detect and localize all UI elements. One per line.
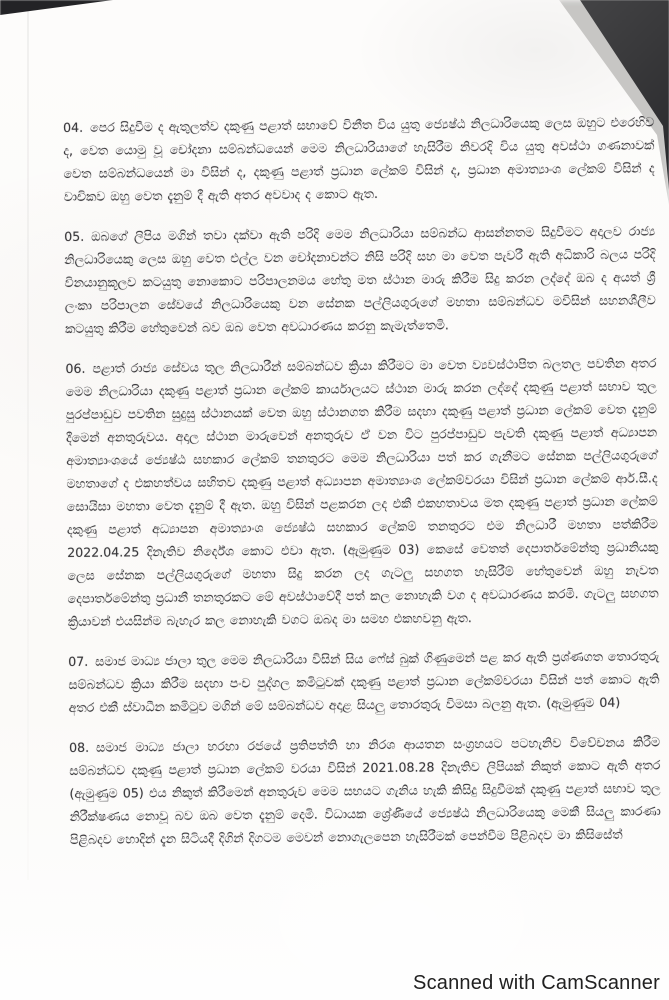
paragraph-08: [69, 730, 661, 851]
paragraph-number: 04.: [63, 119, 84, 135]
paragraph-text: සමාජ මාධ්‍ය ජාලා තුල මෙම නිලධාරියා විසින් සිය ෆේස් බුක් ගිණුමෙන් පළ කර ඇති ප්‍රශ්ණගත තොරතුරු සම්බන්ධව ක්‍රියා කිරීම සදහා පංච පුද්ගල කමිටුවක් දකුණු පළාත් ප්‍රධාන ලේකම්වරයා විසින් පත් කොට ඇති අතර එකී ස්වාධීන කමිටුව මගින් මේ සම්බන්ධව අදාළ සියලු තොරතුරු විමසා බලනු ඇත. (ඇමුණුම 04): [68, 648, 660, 715]
paragraph-text: පළාත් රාජ්‍ය සේවය තුල නිලධාරීන් සම්බන්ධව ක්‍රියා කිරීමට මා වෙත ව්‍යවස්ථාපිත බලතල පවතින අතර මෙම නිලධාරියා දකුණු පළාත් ප්‍රධාන ලේකම් කාර්යාලයට ස්ථාන මාරු කරන ලද්දේ දකුණු පළාත් සභාව තුල පුරප්පාඩුව පවතින සුදුසු ස්ථානයක් වෙත ඔහු ස්ථානගත කිරීම සදහා දකුණු පළාත් ප්‍රධාන ලේකම් වෙත දැනුම් දීමෙන් අනතුරුවය. අදාල ස්ථාන මාරුවෙන් අනතුරුව ඒ වන විට පුරප්පාඩුව පැවති දකුණු පළාත් අධ්‍යාපන අමාත්‍යාංශයේ ජ්‍යෙෂ්ඨ සහකාර ලේකම් තනතුරට මෙම නිලධාරියා පත් කර ගැනීමට සේනක පල්ලියගුරුගේ මහතාගේ ද එකහත්වය සහිතව දකුණු පළාත් අධ්‍යාපන අමාත්‍යාංශ ලේකම්වරයා විසින් ප්‍රධාන ලේකම් ආර්.සී.ද සොයිසා මහතා වෙත දැනුම් දී ඇත. ඔහු විසින් පළකරන ලද එකී එකහතාවය මත දකුණු පළාත් ප්‍රධාන ලේකම් දකුණු පළාත් අධ්‍යාපන අමාත්‍යාංශ ජ්‍යෙෂ්ඨ සහකාර ලේකම් තනතුරට එම නිලධාරී මහතා පත්කිරීම 2022.04.25 දිනැතිව නිර්දේශ කොට එවා ඇත. (ඇමුණුම 03) කෙසේ වෙතත් දෙපාර්තමේන්තු ප්‍රධානියකු ලෙස සේනක පල්ලියගුරුගේ මහතා සිදු කරන ලද ගැටලු සහගත හැසිරීම් හේතුවෙන් ඔහු නැවත දෙපාර්තමේන්තු ප්‍රධානී තනතුරකට මේ අවස්ථාවේදී පත් කල නොහැකි වග ද අවධාරණය කරමි. ගැටලු සහගත ක්‍රියාවන් එයසින්ම බැහැර කල නොහැකි වගට ඔබද මා සමහ එකහවනු ඇත.: [65, 355, 659, 629]
scan-background-sliver-top-left: [0, 0, 122, 20]
paragraph-07: [68, 644, 660, 719]
paragraph-06: [65, 351, 659, 633]
letter-body: [63, 110, 661, 868]
paragraph-number: 07.: [68, 653, 89, 669]
paragraph-number: 05.: [64, 228, 85, 244]
paragraph-text: පෙර සිදුවීම ද ඇතුලත්ව දකුණු පළාත් සභාවේ විනීත විය යුතු ජ්‍යෙෂ්ඨ නිලධාරියෙකු ලෙස ඔහුට එරෙහිව ද, වෙත යොමු වූ චෝදනා සම්බන්ධයෙන් මෙම නිලධාරියාගේ හැසිරීම නිවරදි විය යුතු අවස්ථා ගණනාවක් වෙත සම්බන්ධයෙන් මා විසින් ද, දකුණු පළාත් ප්‍රධාන ලේකම් විසින් ද, ප්‍රධාන අමාත්‍යාංශ ලේකම් විසින් ද වාචිකව ඔහු වෙත දැනුම් දී ඇති අතර අවවාද ද කොට ඇත.: [63, 114, 655, 204]
paragraph-text: ඔබගේ ලිපිය මගින් තවා දක්වා ඇති පරිදි මෙම නිලධාරියා සම්බන්ධ ආසන්නතම සිදුවීමට අදාලව රාජ්‍ය නිලධාරියෙකු ලෙස ඔහු වෙත එල්ල වන චෝදනාවන්ට නිසි පරිදි සහ මා වෙත පැවරී ඇති අධිකාරි බලය පරිදි විනයානුකූලව කටයුතු නොකොට පරිපාලනමය හේතු මත ස්ථාන මාරු කිරීම සිදු කරන ලද්දේ ඔබ ද අයත් ශ්‍රී ලංකා පරිපාලන සේවයේ නිලධාරියෙකු වන සේනක පල්ලියගුරුගේ මහතා සම්බන්ධව මවිසින් සහනශීලීව කටයුතු කිරීම හේතුවෙන් බව ඔබ වෙත අවධාරණය කරනු කැමැත්තෙමි.: [64, 223, 656, 336]
camscanner-watermark: Scanned with CamScanner: [413, 972, 660, 994]
paragraph-number: 08.: [68, 739, 90, 755]
paragraph-05: [64, 219, 656, 340]
paper-left-edge-shadow: [27, 10, 29, 880]
paragraph-number: 06.: [65, 360, 86, 376]
paragraph-text: සමාජ මාධ්‍ය ජාලා හරහා රජයේ ප්‍රතිපත්ති හා නිරශ ආයතන සංග්‍රහයට පටහැනිව විවේචනය කිරීම සම්බන්ධව දකුණු පළාත් ප්‍රධාන ලේකම් වරයා විසින් 2021.08.28 දිනැතිව ලිපියක් නිකුත් කොට ඇති අතර (ඇමුණුම 05) එය නිකුත් කිරීමෙන් අනතුරුව මෙම සභයට ගැනිය හැකි කිසිදු සිදුවීමක් දකුණු පළාත් සභාව තුල නිරීක්ෂණය නොවූ බව ඔබ වෙත දැනුම් දෙමි. විධායක ශ්‍රේණියේ ජ්‍යෙෂ්ඨ නිලධාරියෙකු මෙකී සියලු කාරණා පිළිබදව හොදින් දැන සිටියදී දිගින් දිගටම මෙවන් නොගැලපෙන හැසිරීමක් පෙන්වීම පිළිබදව මා කිසිසේත්: [69, 734, 661, 847]
paragraph-04: [63, 110, 655, 208]
